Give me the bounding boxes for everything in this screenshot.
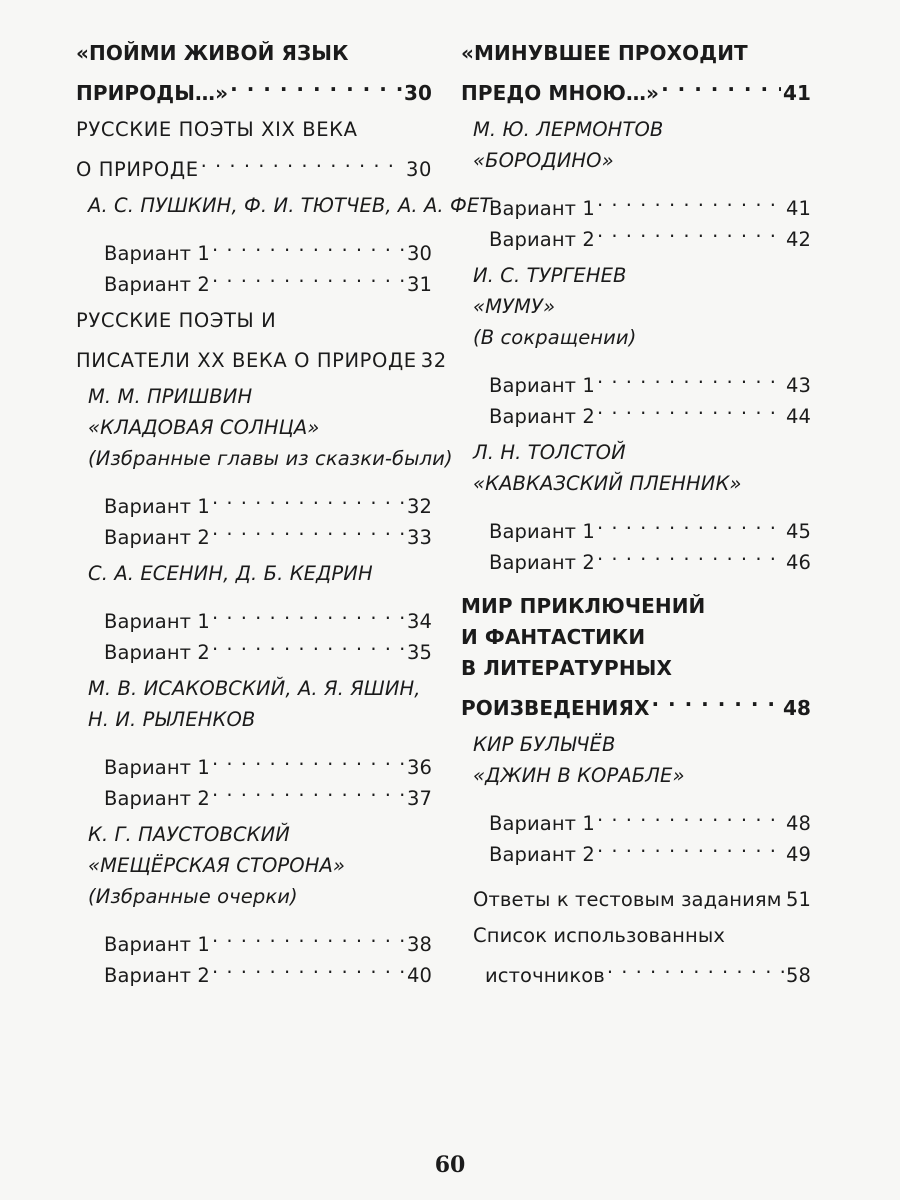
toc-entry-group [76,229,432,296]
toc-page-number: 41 [785,197,811,220]
toc-line-text: Н. И. РЫЛЕНКОВ [88,708,256,731]
toc-line [76,381,432,412]
toc-line-text: (Избранные главы из сказки-были) [88,447,453,470]
toc-entry-group [76,305,447,372]
toc-line-text: Вариант 1 [489,374,595,397]
toc-entry-group [76,558,432,589]
toc-entry-group [461,591,811,720]
toc-line-text: «МЕЩЁРСКАЯ СТОРОНА» [88,854,346,877]
toc-entry-group [76,819,432,912]
toc-entry-group [461,38,811,105]
toc-page-number: 37 [406,787,432,810]
toc-page-number: 33 [406,526,432,549]
toc-entry-group [461,920,811,987]
dot-leader [212,229,405,260]
toc-line [461,114,811,145]
toc-line-text: М. М. ПРИШВИН [88,385,253,408]
toc-entry-group [76,597,432,664]
toc-entry-group [76,190,492,221]
toc-line [461,468,811,499]
toc-line-text: Вариант 1 [104,933,210,956]
dot-leader [212,513,405,544]
toc-line-text: РУССКИЕ ПОЭТЫ XIX ВЕКА [76,118,358,141]
toc-line[interactable] [76,145,432,181]
toc-line [461,437,811,468]
toc-entry-group [76,673,432,735]
dot-leader [597,215,784,246]
toc-page-number: 30 [406,242,432,265]
dot-leader [597,830,784,861]
toc-line-text: М. В. ИСАКОВСКИЙ, А. Я. ЯШИН, [88,677,421,700]
toc-line [461,322,811,353]
dot-leader [597,184,784,215]
toc-line [76,114,432,145]
toc-line-text: Вариант 2 [104,787,210,810]
toc-line [76,443,453,474]
toc-entry-group [461,875,811,911]
toc-line[interactable] [461,361,811,397]
toc-line[interactable] [461,684,811,720]
toc-page-number: 38 [406,933,432,956]
toc-line-text: Вариант 2 [104,273,210,296]
toc-line [76,190,492,221]
toc-page-number: 36 [406,756,432,779]
toc-entry-group [461,437,811,499]
toc-line-text: ПРИРОДЫ…» [76,81,229,105]
toc-line [461,38,811,69]
toc-line-text: Вариант 1 [104,495,210,518]
dot-leader [201,145,404,176]
dot-leader [597,392,784,423]
toc-line [76,850,432,881]
toc-line [461,729,811,760]
toc-line [76,881,432,912]
toc-line-text: Вариант 2 [104,526,210,549]
toc-line[interactable] [76,743,432,779]
toc-line [76,558,432,589]
toc-page-number: 31 [406,273,432,296]
toc-line-text: А. С. ПУШКИН, Ф. И. ТЮТЧЕВ, А. А. ФЕТ [88,194,492,217]
toc-entry-group [76,381,453,474]
toc-line-text: О ПРИРОДЕ [76,158,199,181]
toc-line [76,38,432,69]
toc-page-number: 49 [785,843,811,866]
toc-line [461,291,811,322]
toc-line[interactable] [461,799,811,835]
toc-line-text: Вариант 1 [104,756,210,779]
toc-line-text: «ПОЙМИ ЖИВОЙ ЯЗЫК [76,41,349,65]
toc-line[interactable] [461,507,811,543]
toc-page-number: 44 [785,405,811,428]
toc-line-text: С. А. ЕСЕНИН, Д. Б. КЕДРИН [88,562,373,585]
toc-line [76,704,432,735]
toc-line-text: Вариант 1 [489,520,595,543]
toc-line-text: Л. Н. ТОЛСТОЙ [473,441,626,464]
toc-line-text: Вариант 2 [489,843,595,866]
toc-page-number: 58 [785,964,811,987]
toc-page-number: 40 [406,964,432,987]
dot-leader [212,743,405,774]
toc-line[interactable] [76,69,432,105]
dot-leader [212,597,405,628]
toc-entry-group [76,920,432,987]
toc-entry-group [461,114,811,176]
toc-line [76,305,432,336]
toc-entry-group [461,184,811,251]
toc-line-text: Список использованных [473,924,725,947]
dot-leader [652,684,781,715]
toc-page-number: 35 [406,641,432,664]
toc-line [76,819,432,850]
dot-leader [212,628,405,659]
toc-page-number: 51 [785,888,811,911]
toc-line [461,622,811,653]
toc-left-column [76,38,492,987]
toc-line[interactable] [76,482,432,518]
toc-entry-group [76,38,432,105]
toc-line-text: РУССКИЕ ПОЭТЫ И [76,309,277,332]
dot-leader [607,951,784,982]
toc-line-text: В ЛИТЕРАТУРНЫХ [461,656,672,680]
toc-line[interactable] [76,336,447,372]
toc-entry-group [461,507,811,574]
dot-leader [230,69,402,100]
toc-line[interactable] [461,951,811,987]
toc-entry-group [76,114,432,181]
toc-line-text: К. Г. ПАУСТОВСКИЙ [88,823,290,846]
toc-page-number: 30 [405,158,432,181]
toc-line-text: РОИЗВЕДЕНИЯХ [461,696,650,720]
dot-leader [597,361,784,392]
toc-line-text: И. С. ТУРГЕНЕВ [473,264,627,287]
toc-line-text: ПРЕДО МНОЮ…» [461,81,660,105]
dot-leader [597,799,784,830]
toc-line-text: Вариант 1 [104,242,210,265]
toc-line-text: источников [485,964,605,987]
toc-line-text: (Избранные очерки) [88,885,298,908]
toc-line-text: КИР БУЛЫЧЁВ [473,733,616,756]
toc-line-text: Вариант 2 [104,641,210,664]
toc-page-number: 32 [420,349,447,372]
toc-line[interactable] [76,597,432,633]
toc-line-text: «КЛАДОВАЯ СОЛНЦА» [88,416,320,439]
toc-entry-group [461,260,811,353]
toc-page-number: 41 [782,81,811,105]
toc-line-text: МИР ПРИКЛЮЧЕНИЙ [461,594,706,618]
toc-line-text: Вариант 2 [104,964,210,987]
toc-line-text: Ответы к тестовым заданиям [473,888,782,911]
toc-page-number: 45 [785,520,811,543]
dot-leader [597,538,784,569]
toc-page-number: 46 [785,551,811,574]
toc-line-text: Вариант 2 [489,551,595,574]
dot-leader [212,920,405,951]
toc-entry-group [461,799,811,866]
toc-line-text: «КАВКАЗСКИЙ ПЛЕННИК» [473,472,742,495]
page-number: 60 [434,1152,466,1178]
toc-line [461,145,811,176]
toc-line [461,653,811,684]
toc-line[interactable] [461,875,811,911]
toc-line-text: «МИНУВШЕЕ ПРОХОДИТ [461,41,748,65]
toc-line[interactable] [76,229,432,265]
dot-leader [212,774,405,805]
toc-page-number: 42 [785,228,811,251]
toc-line-text: «ДЖИН В КОРАБЛЕ» [473,764,685,787]
toc-line-text: (В сокращении) [473,326,637,349]
toc-line [76,412,432,443]
toc-page-number: 43 [785,374,811,397]
toc-line-text: «МУМУ» [473,295,556,318]
toc-line-text: Вариант 1 [104,610,210,633]
dot-leader [661,69,781,100]
toc-page-number: 32 [406,495,432,518]
toc-line [76,673,432,704]
toc-entry-group [76,482,432,549]
toc-entry-group [76,743,432,810]
toc-line[interactable] [461,69,811,105]
toc-line-text: Вариант 1 [489,197,595,220]
toc-entry-group [461,361,811,428]
toc-line [461,760,811,791]
dot-leader [212,482,405,513]
toc-page-number: 48 [782,696,811,720]
toc-page-number: 48 [785,812,811,835]
toc-line-text: Вариант 1 [489,812,595,835]
toc-line-text: «БОРОДИНО» [473,149,614,172]
toc-right-column [461,38,811,987]
toc-line-text: ПИСАТЕЛИ XX ВЕКА О ПРИРОДЕ [76,349,417,372]
toc-line[interactable] [461,184,811,220]
dot-leader [597,507,784,538]
toc-line-text: Вариант 2 [489,228,595,251]
dot-leader [212,951,405,982]
dot-leader [212,260,405,291]
toc-line-text: И ФАНТАСТИКИ [461,625,646,649]
toc-page-number: 30 [403,81,432,105]
toc-entry-group [461,729,811,791]
toc-line-text: Вариант 2 [489,405,595,428]
toc-line [461,260,811,291]
toc-line-text: М. Ю. ЛЕРМОНТОВ [473,118,664,141]
toc-line [461,591,811,622]
toc-line [461,920,811,951]
toc-page-number: 34 [406,610,432,633]
toc-line[interactable] [76,920,432,956]
